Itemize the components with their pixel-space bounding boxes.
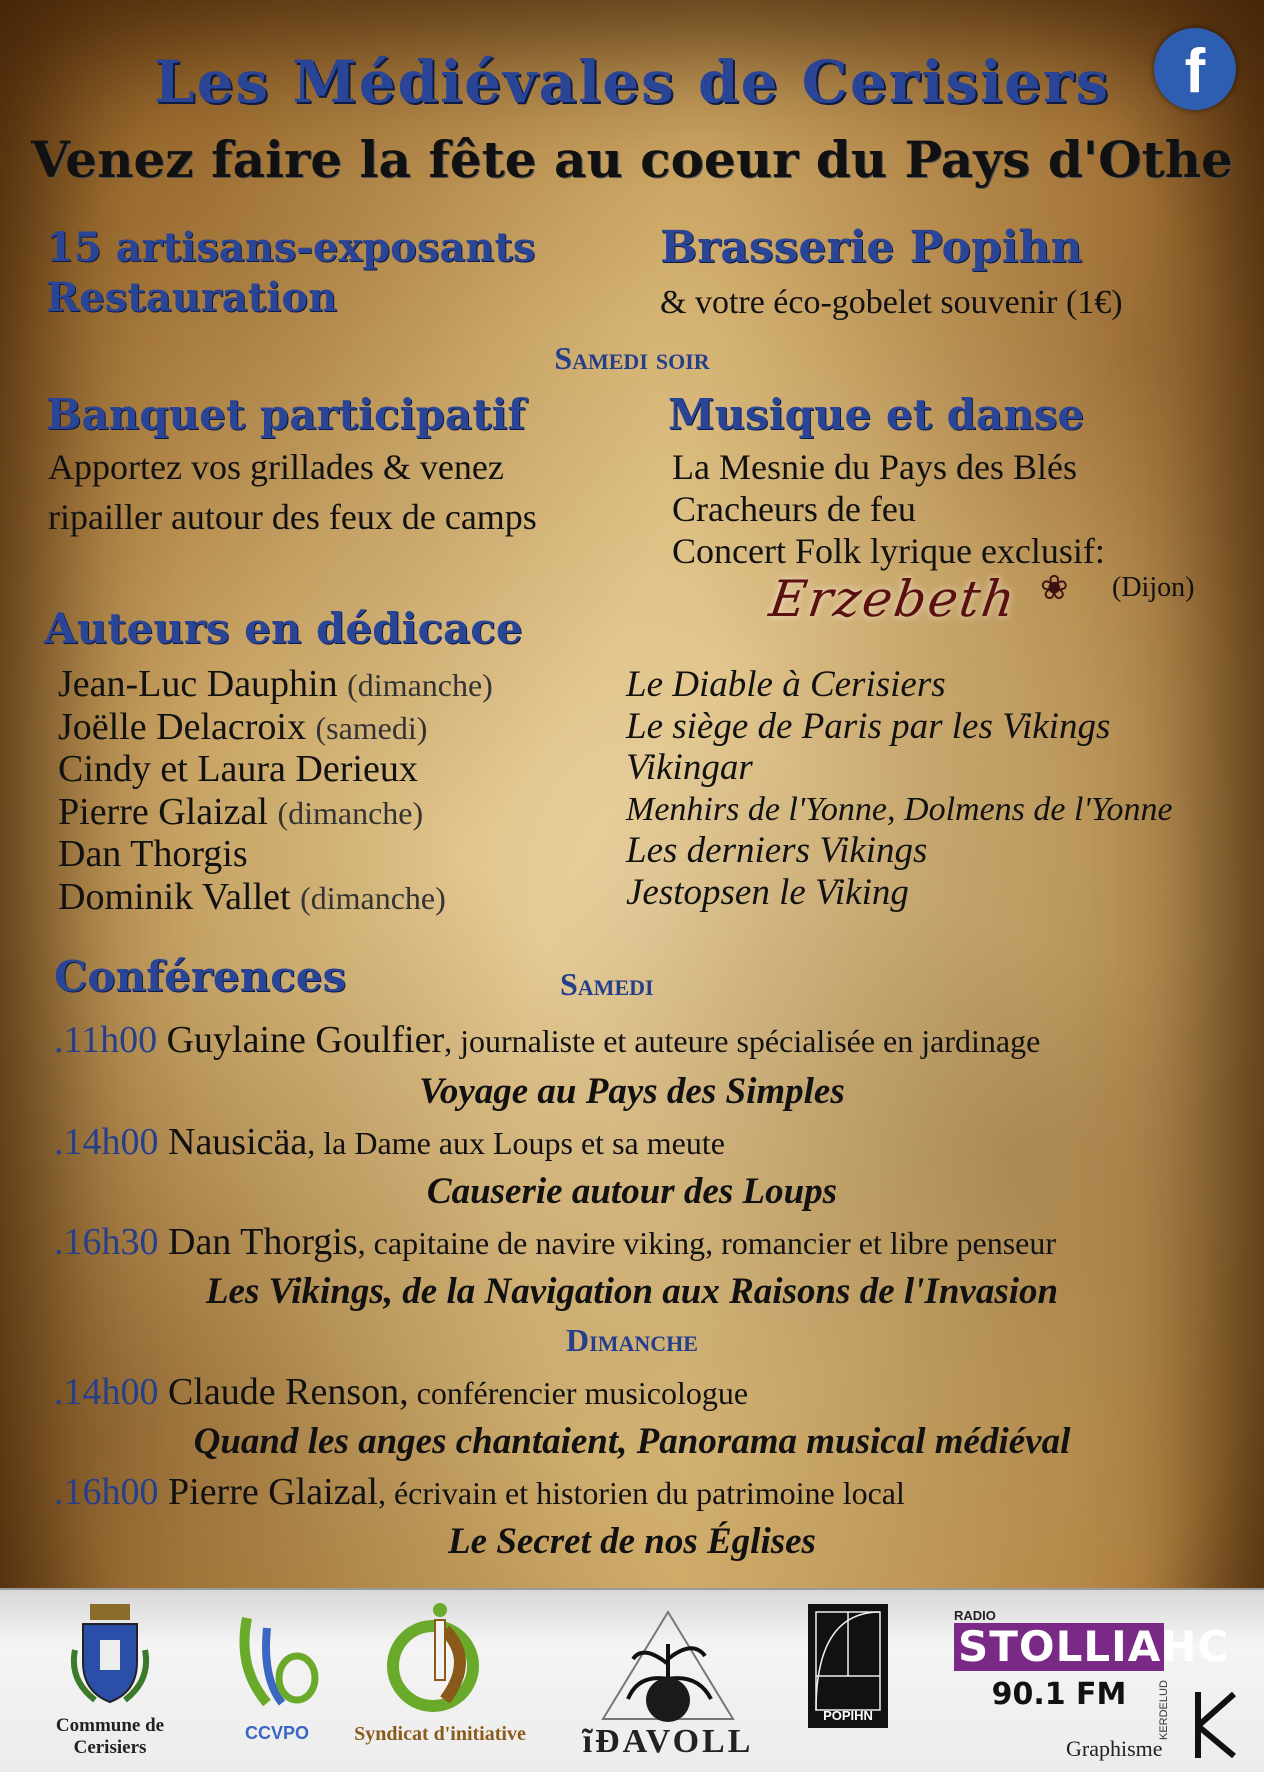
coat-of-arms-icon [65, 1600, 155, 1710]
syndicat-logo [340, 1600, 540, 1746]
music-item: La Mesnie du Pays des Blés [672, 447, 1077, 487]
author-row: Jean-Luc Dauphin (dimanche) [58, 663, 493, 705]
syndicat-caption: Syndicat d'initiative [354, 1723, 526, 1745]
books-list [626, 664, 1173, 913]
radio-frequency: 90.1 FM [991, 1677, 1127, 1712]
graphisme-credit: Graphisme [1066, 1736, 1163, 1761]
sunday-heading: Dimanche [566, 1322, 698, 1358]
conference-talk: Causerie autour des Loups [426, 1171, 838, 1212]
popihn-logo [808, 1604, 894, 1728]
restaurant-line: Restauration [46, 274, 338, 321]
radio-label: RADIO [954, 1608, 996, 1623]
kerdelud-logo-icon [1184, 1690, 1238, 1760]
conference-line: .14h00 Nausicäa, la Dame aux Loups et sa meute [54, 1121, 725, 1163]
book-title: Les derniers Vikings [626, 830, 928, 871]
conference-talk: Le Secret de nos Églises [448, 1521, 816, 1562]
music-title: Musique et danse [668, 390, 1085, 439]
music-item: Concert Folk lyrique exclusif: [672, 531, 1105, 571]
golden-spiral-icon [808, 1604, 888, 1728]
book-title: Le siège de Paris par les Vikings [626, 705, 1111, 747]
poster-subtitle: Venez faire la fête au coeur du Pays d'Othe [31, 130, 1233, 189]
authors-list [58, 664, 493, 919]
eco-cup-text: & votre éco-gobelet souvenir (1€) [660, 284, 1123, 321]
ccvpo-logo [222, 1608, 332, 1744]
banquet-line-1: Apportez vos grillades & venez [48, 447, 504, 487]
conference-talk: Les Vikings, de la Navigation aux Raisons de l'Invasion [205, 1271, 1059, 1312]
commune-caption-1: Commune de [55, 1715, 165, 1736]
conferences-title: Conférences [54, 952, 347, 1001]
tree-icon [593, 1604, 743, 1724]
authors-title: Auteurs en dédicace [44, 604, 523, 653]
kerdelud-credit: KERDELUD [1158, 1680, 1170, 1740]
author-row: Dan Thorgis [58, 833, 248, 875]
commune-caption-2: Cerisiers [73, 1737, 147, 1758]
saturday-heading: Samedi [560, 966, 654, 1002]
conference-line: .16h00 Pierre Glaizal, écrivain et historien du patrimoine local [54, 1471, 905, 1513]
idavoll-caption: ĩĐAVOLL [582, 1723, 754, 1760]
author-row: Dominik Vallet (dimanche) [58, 875, 446, 918]
rose-icon: ❀ [1040, 570, 1069, 607]
ccvpo-emblem-icon [227, 1608, 327, 1718]
music-item: Cracheurs de feu [672, 489, 916, 529]
author-row: Joëlle Delacroix (samedi) [58, 705, 428, 748]
saturday-evening-heading: Samedi soir [554, 340, 710, 376]
idavoll-logo [578, 1604, 758, 1761]
facebook-icon[interactable]: f [1154, 28, 1236, 110]
conference-line: .11h00 Guylaine Goulfier, journaliste et auteure spécialisée en jardinage [54, 1019, 1041, 1061]
radio-name: STOLLIAHC [954, 1623, 1164, 1671]
exhibitors-line: 15 artisans-exposants [46, 224, 536, 271]
book-title: Vikingar [626, 747, 753, 788]
brewery-title: Brasserie Popihn [660, 222, 1083, 273]
conference-line: .14h00 Claude Renson, conférencier musicologue [54, 1371, 749, 1413]
author-row: Cindy et Laura Derieux [58, 748, 418, 790]
conference-line: .16h30 Dan Thorgis, capitaine de navire viking, romancier et libre penseur [54, 1221, 1057, 1263]
commune-logo [40, 1600, 180, 1759]
poster-title: Les Médiévales de Cerisiers [153, 48, 1111, 116]
book-title: Le Diable à Cerisiers [626, 664, 946, 705]
sponsors-footer [0, 1588, 1264, 1772]
author-row: Pierre Glaizal (dimanche) [58, 790, 424, 833]
band-logo: Erzebeth [765, 570, 1021, 628]
popihn-caption: POPIHN [823, 1708, 873, 1723]
banquet-title: Banquet participatif [46, 390, 526, 439]
banquet-line-2: ripailler autour des feux de camps [48, 497, 537, 537]
syndicat-emblem-icon [385, 1600, 495, 1718]
band-city: (Dijon) [1112, 572, 1195, 603]
book-title: Jestopsen le Viking [626, 871, 909, 913]
conference-talk: Quand les anges chantaient, Panorama musical médiéval [193, 1421, 1071, 1462]
conference-talk: Voyage au Pays des Simples [419, 1071, 845, 1112]
ccvpo-caption: CCVPO [244, 1723, 309, 1743]
book-title: Menhirs de l'Yonne, Dolmens de l'Yonne [626, 790, 1173, 828]
